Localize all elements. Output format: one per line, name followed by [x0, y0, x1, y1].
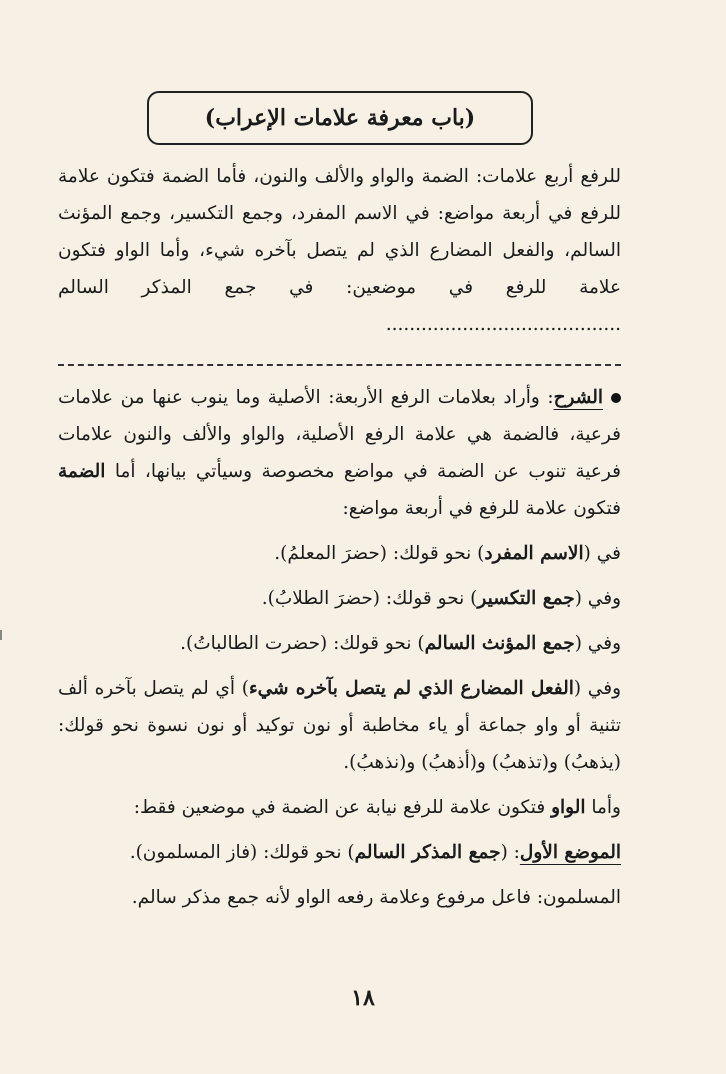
chapter-title: (باب معرفة علامات الإعراب): [204, 105, 476, 131]
bullet-icon: [611, 393, 621, 403]
example-line-4: وفي (الفعل المضارع الذي لم يتصل بآخره شيء) أي لم يتصل بآخره ألف تثنية أو واو جماعة أو ياء مخاطبة أو نون توكيد أو نون نسوة نحو قولك: (يذهبُ) و(تذهبُ) و(أذهبُ) و(نذهبُ).: [58, 678, 621, 773]
sharh-section: [58, 379, 621, 916]
matn-dots: ........................................: [385, 314, 621, 335]
sharh-intro-text: : وأراد بعلامات الرفع الأربعة: الأصلية وما ينوب عنها من علامات فرعية، فالضمة هي علامة الرفع الأصلية، والواو والألف والنون علامات فرعية تنوب عن الضمة في مواضع مخصوصة وسيأتي بيانها، أما: [58, 387, 621, 482]
sharh-intro: [58, 379, 621, 527]
example-line-3: وفي (جمع المؤنث السالم) نحو قولك: (حضرت الطالباتُ).: [180, 633, 621, 654]
chapter-title-box: [147, 91, 533, 145]
waw-line: وأما الواو فتكون علامة للرفع نيابة عن الضمة في موضعين فقط:: [133, 797, 621, 818]
example-line-1: في (الاسم المفرد) نحو قولك: (حضرَ المعلمُ).: [274, 543, 621, 564]
edge-mark: [0, 630, 2, 640]
sharh-intro-end: فتكون علامة للرفع في أربعة مواضع:: [342, 498, 621, 519]
first-position-line: الموضع الأول: (جمع المذكر السالم) نحو قولك: (فاز المسلمون).: [129, 842, 621, 863]
sharh-label: الشرح: [553, 387, 603, 408]
matn-text: للرفع أربع علامات: الضمة والواو والألف والنون، فأما الضمة فتكون علامة للرفع في أربعة مواضع: في الاسم المفرد، وجمع التكسير، وجمع المؤنث السالم، والفعل المضارع الذي لم يتصل بآخره شيء، وأما الواو فتكون علامة للرفع في موضعين: في جمع المذكر السالم: [58, 166, 621, 298]
matn-paragraph: [58, 158, 621, 343]
section-divider: [58, 364, 621, 366]
page-number: ١٨: [351, 985, 375, 1011]
parsing-line: المسلمون: فاعل مرفوع وعلامة رفعه الواو لأنه جمع مذكر سالم.: [131, 887, 621, 908]
example-line-2: وفي (جمع التكسير) نحو قولك: (حضرَ الطلابُ).: [261, 588, 621, 609]
damma-word: الضمة: [58, 461, 106, 482]
